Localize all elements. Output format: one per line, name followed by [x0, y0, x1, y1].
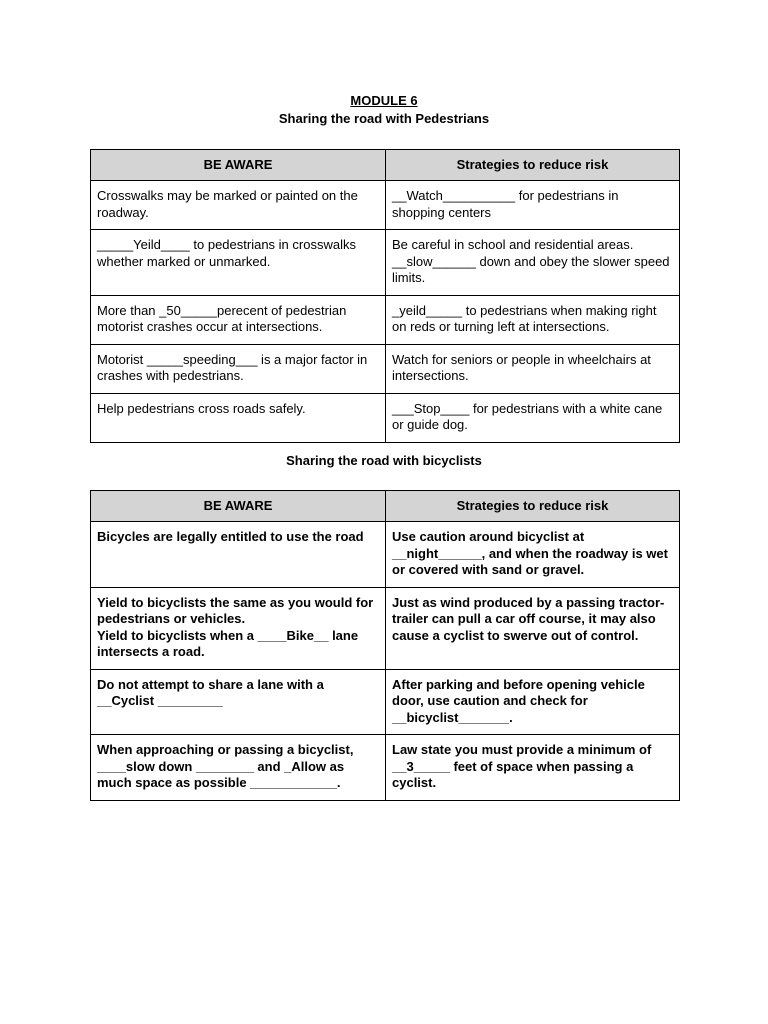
bicyclists-section-title: Sharing the road with bicyclists: [286, 453, 482, 468]
table-row: [91, 344, 680, 393]
table-header-row: [91, 491, 680, 522]
strategy-cell: Law state you must provide a minimum of __3_____ feet of space when passing a cyclist.: [386, 735, 680, 801]
be-aware-cell: _____Yeild____ to pedestrians in crosswalks whether marked or unmarked.: [91, 230, 386, 296]
strategies-header: Strategies to reduce risk: [386, 150, 680, 181]
be-aware-cell: Crosswalks may be marked or painted on the roadway.: [91, 181, 386, 230]
be-aware-header: BE AWARE: [91, 150, 386, 181]
table-row: [91, 735, 680, 801]
be-aware-cell: Motorist _____speeding___ is a major factor in crashes with pedestrians.: [91, 344, 386, 393]
table-row: [91, 230, 680, 296]
table-row: [91, 587, 680, 669]
table-row: [91, 295, 680, 344]
strategy-cell: After parking and before opening vehicle door, use caution and check for __bicyclist_______.: [386, 669, 680, 735]
bicyclists-table: [90, 490, 680, 801]
be-aware-cell: Do not attempt to share a lane with a __Cyclist _________: [91, 669, 386, 735]
pedestrians-table: [90, 149, 680, 443]
pedestrians-section-title: Sharing the road with Pedestrians: [278, 111, 490, 126]
strategy-cell: _yeild_____ to pedestrians when making right on reds or turning left at intersections.: [386, 295, 680, 344]
be-aware-cell: Yield to bicyclists the same as you would for pedestrians or vehicles. Yield to bicyclists when a ____Bike__ lane intersects a road.: [91, 587, 386, 669]
table-row: [91, 181, 680, 230]
table-header-row: [91, 150, 680, 181]
strategy-cell: Watch for seniors or people in wheelchairs at intersections.: [386, 344, 680, 393]
module-title: MODULE 6: [350, 93, 418, 108]
strategy-cell: __Watch__________ for pedestrians in shopping centers: [386, 181, 680, 230]
strategy-cell: Be careful in school and residential areas. __slow______ down and obey the slower speed limits.: [386, 230, 680, 296]
table-row: [91, 669, 680, 735]
be-aware-cell: When approaching or passing a bicyclist, ____slow down ________ and _Allow as much space as possible ____________.: [91, 735, 386, 801]
table-row: [91, 522, 680, 588]
be-aware-cell: More than _50_____perecent of pedestrian motorist crashes occur at intersections.: [91, 295, 386, 344]
strategy-cell: Use caution around bicyclist at __night______, and when the roadway is wet or covered with sand or gravel.: [386, 522, 680, 588]
be-aware-cell: Help pedestrians cross roads safely.: [91, 393, 386, 442]
strategy-cell: Just as wind produced by a passing tractor-trailer can pull a car off course, it may also cause a cyclist to swerve out of control.: [386, 587, 680, 669]
be-aware-cell: Bicycles are legally entitled to use the road: [91, 522, 386, 588]
strategies-header: Strategies to reduce risk: [386, 491, 680, 522]
strategy-cell: ___Stop____ for pedestrians with a white cane or guide dog.: [386, 393, 680, 442]
table-row: [91, 393, 680, 442]
be-aware-header: BE AWARE: [91, 491, 386, 522]
